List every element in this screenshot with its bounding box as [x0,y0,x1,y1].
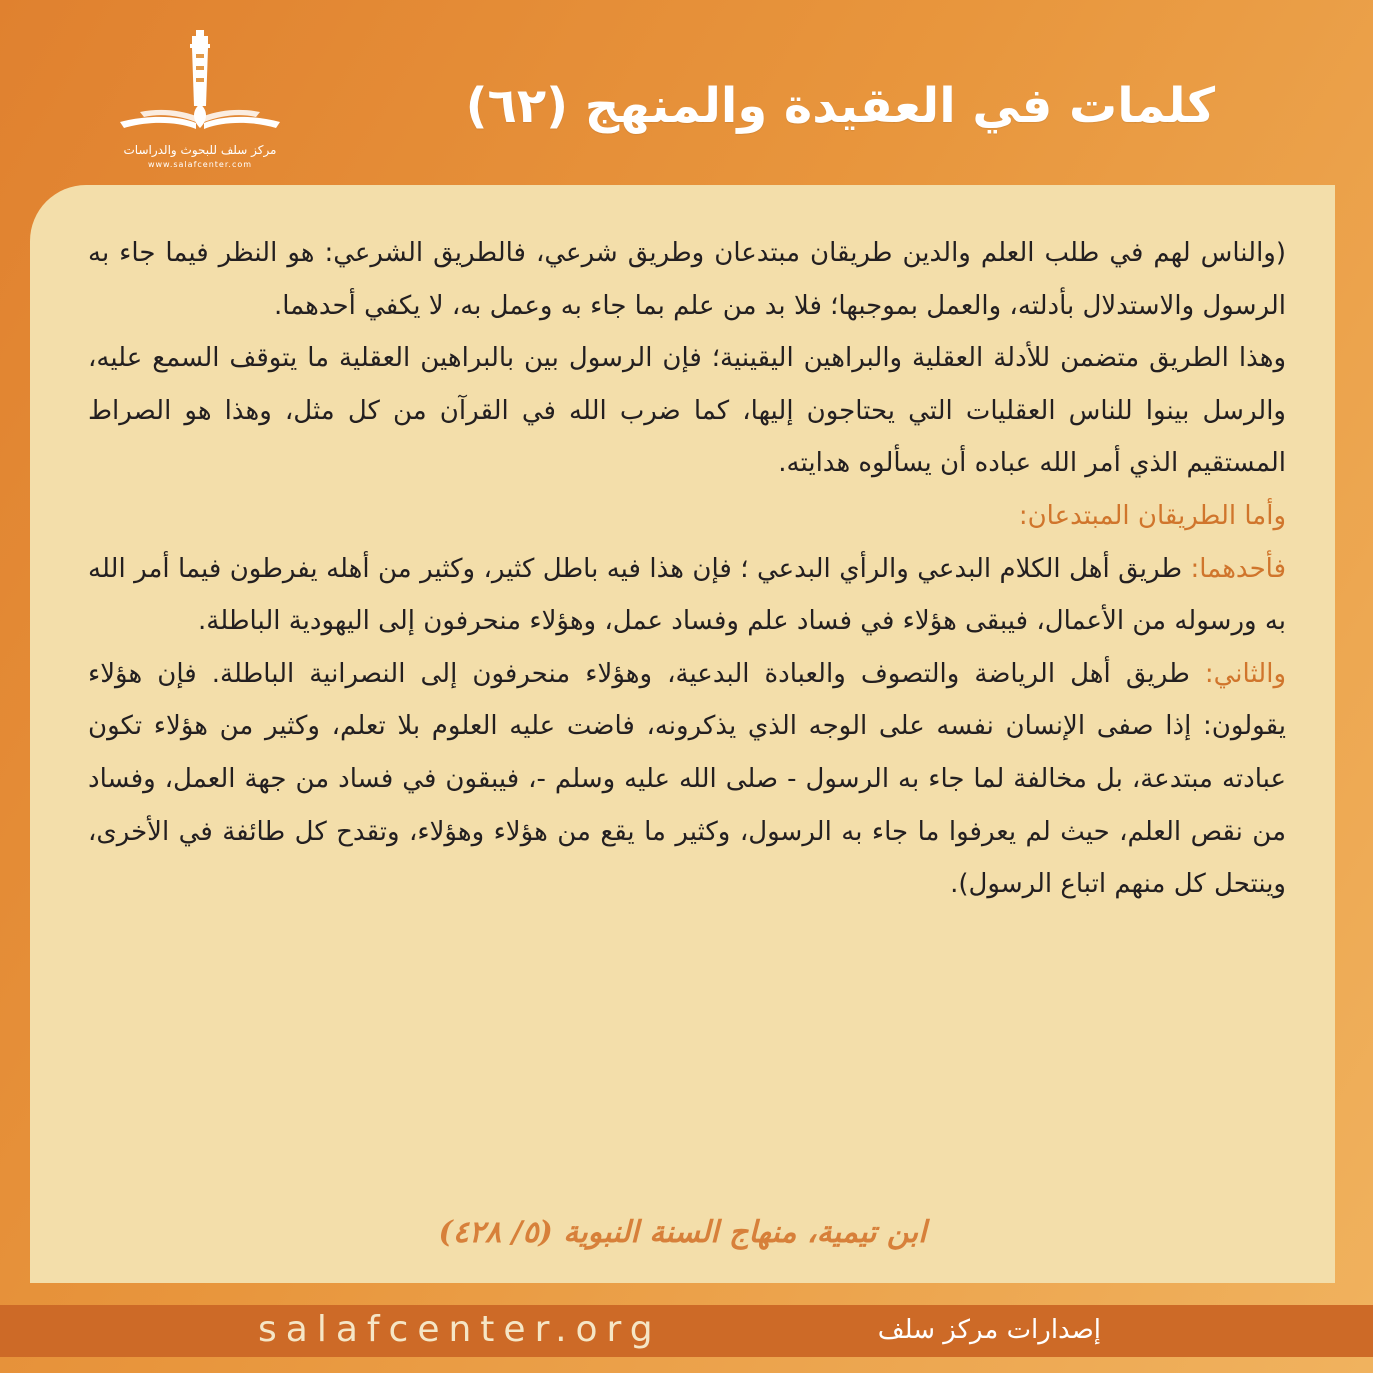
quote-card [30,185,1335,1283]
logo-url: www.salafcenter.com [147,160,253,169]
section-heading: وأما الطريقان المبتدعان: [1018,500,1286,531]
footer-bar [0,1305,1373,1357]
website-link[interactable]: salafcenter.org [258,1309,662,1350]
publisher-label: إصدارات مركز سلف [877,1315,1101,1345]
logo-name: مركز سلف للبحوث والدراسات [123,143,277,157]
paragraph-1: (والناس لهم في طلب العلم والدين طريقان مبتدعان وطريق شرعي، فالطريق الشرعي: هو النظر فيما جاء به الرسول والاستدلال بأدلته، والعمل بموجبها؛ فلا بد من علم بما جاء به وعمل به، لا يكفي أحدهما. [88,238,1286,321]
header [0,0,1373,190]
second-way-text: طريق أهل الرياضة والتصوف والعبادة البدعية، وهؤلاء منحرفون إلى النصرانية الباطلة. فإن هؤلاء يقولون: إذا صفى الإنسان نفسه على الوجه الذي يذكرونه، فاضت عليه العلوم بلا تعلم، وكثير من هؤلاء تكون عبادته مبتدعة، بل مخالفة لما جاء به الرسول - صلى الله عليه وسلم -، فيبقون في فساد من جهة العمل، وفساد من نقص العلم، حيث لم يعرفوا ما جاء به الرسول، وكثير ما يقع من هؤلاء وهؤلاء، وتقدح كل طائفة في الأخرى، وينتحل كل منهم اتباع الرسول). [88,658,1286,900]
lighthouse-book-icon [110,28,290,143]
first-way-label: فأحدهما: [1190,553,1286,584]
page-title: كلمات في العقيدة والمنهج (٦٢) [465,78,1215,134]
citation: ابن تيمية، منهاج السنة النبوية (٥/ ٤٢٨) [438,1215,927,1250]
first-way-text: طريق أهل الكلام البدعي والرأي البدعي ؛ فإن هذا فيه باطل كثير، وكثير من أهله يفرطون فيما أمر الله به ورسوله من الأعمال، فيبقى هؤلاء في فساد علم وفساد عمل، وهؤلاء منحرفون إلى اليهودية الباطلة. [88,553,1286,637]
quote-body [88,227,1286,911]
paragraph-first-way [88,543,1286,648]
second-way-label: والثاني: [1204,658,1286,689]
logo [110,28,290,173]
paragraph-second-way [88,648,1286,911]
paragraph-2: وهذا الطريق متضمن للأدلة العقلية والبراهين اليقينية؛ فإن الرسول بين بالبراهين العقلية ما يتوقف السمع عليه، والرسل بينوا للناس العقليات التي يحتاجون إليها، كما ضرب الله في القرآن من كل مثل، وهذا هو الصراط المستقيم الذي أمر الله عباده أن يسألوه هدايته. [88,343,1286,479]
